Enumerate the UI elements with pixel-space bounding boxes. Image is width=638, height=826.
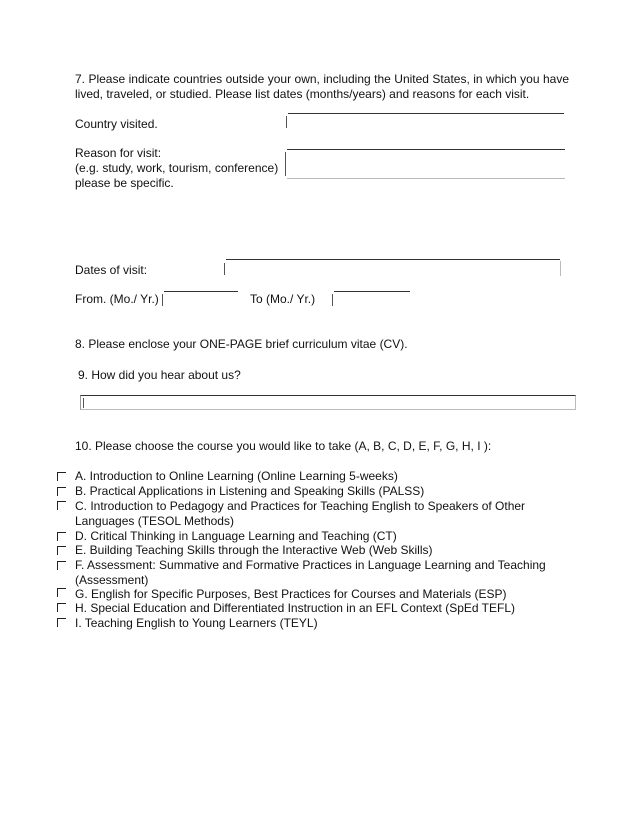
to-field-line [334, 291, 410, 292]
course-i-label: I. Teaching English to Young Learners (TEYL) [75, 616, 318, 630]
course-i-checkbox[interactable] [57, 618, 66, 627]
reason-field-top-line [287, 149, 565, 150]
dates-of-visit-label: Dates of visit: [75, 263, 148, 277]
to-date-field[interactable] [332, 291, 410, 307]
course-f-label: F. Assessment: Summative and Formative Practices in Language Learning and Teaching [75, 558, 546, 572]
dates-field-line [226, 259, 560, 260]
text-cursor-icon [286, 116, 287, 128]
course-b-checkbox[interactable] [57, 487, 66, 496]
course-d-checkbox[interactable] [57, 532, 66, 541]
course-a-checkbox[interactable] [57, 472, 66, 481]
course-h-label: H. Special Education and Differentiated Instruction in an EFL Context (SpEd TEFL) [75, 601, 516, 615]
reason-for-visit-field[interactable] [285, 149, 567, 179]
from-date-label: From. (Mo./ Yr.) [75, 292, 159, 306]
text-cursor-icon [332, 294, 333, 306]
reason-label-line-2: (e.g. study, work, tourism, conference) [75, 161, 279, 175]
to-date-label: To (Mo./ Yr.) [250, 292, 316, 306]
text-cursor-icon [224, 263, 225, 275]
course-g-label: G. English for Specific Purposes, Best Practices for Courses and Materials (ESP) [75, 587, 507, 601]
course-f-label-line-2: (Assessment) [75, 573, 149, 587]
course-f-checkbox[interactable] [57, 561, 66, 570]
question-9-text: 9. How did you hear about us? [78, 368, 241, 382]
question-10-text: 10. Please choose the course you would like to take (A, B, C, D, E, F, G, H, I ): [75, 439, 492, 453]
from-date-field[interactable] [162, 291, 238, 307]
course-c-label: C. Introduction to Pedagogy and Practices for Teaching English to Speakers of Other [75, 499, 526, 513]
dates-of-visit-field[interactable] [224, 259, 562, 277]
text-cursor-icon [285, 152, 286, 176]
country-field-line [288, 113, 564, 114]
how-did-you-hear-field[interactable] [80, 395, 576, 410]
text-cursor-icon [162, 294, 163, 306]
course-h-checkbox[interactable] [57, 603, 66, 612]
course-e-checkbox[interactable] [57, 546, 66, 555]
reason-label-line-3: please be specific. [75, 176, 174, 190]
question-8-text: 8. Please enclose your ONE-PAGE brief curriculum vitae (CV). [75, 337, 408, 351]
question-7-text: 7. Please indicate countries outside your own, including the United States, in which you have lived, traveled, or studied. Please list dates (months/years) and reasons for each visit. [75, 72, 569, 101]
course-d-label: D. Critical Thinking in Language Learning and Teaching (CT) [75, 529, 397, 543]
course-a-label: A. Introduction to Online Learning (Online Learning 5-weeks) [75, 469, 398, 483]
reason-field-bottom-line [287, 178, 565, 179]
text-cursor-icon [83, 398, 84, 408]
dates-field-right-edge [560, 261, 561, 276]
course-g-checkbox[interactable] [57, 588, 66, 597]
course-e-label: E. Building Teaching Skills through the Interactive Web (Web Skills) [75, 543, 433, 557]
reason-label-line-1: Reason for visit: [75, 146, 162, 160]
course-b-label: B. Practical Applications in Listening and Speaking Skills (PALSS) [75, 484, 425, 498]
country-visited-field[interactable] [286, 113, 564, 129]
course-c-label-line-2: Languages (TESOL Methods) [75, 514, 234, 528]
course-c-checkbox[interactable] [57, 501, 66, 510]
from-field-line [164, 291, 238, 292]
country-visited-label: Country visited. [75, 117, 158, 131]
